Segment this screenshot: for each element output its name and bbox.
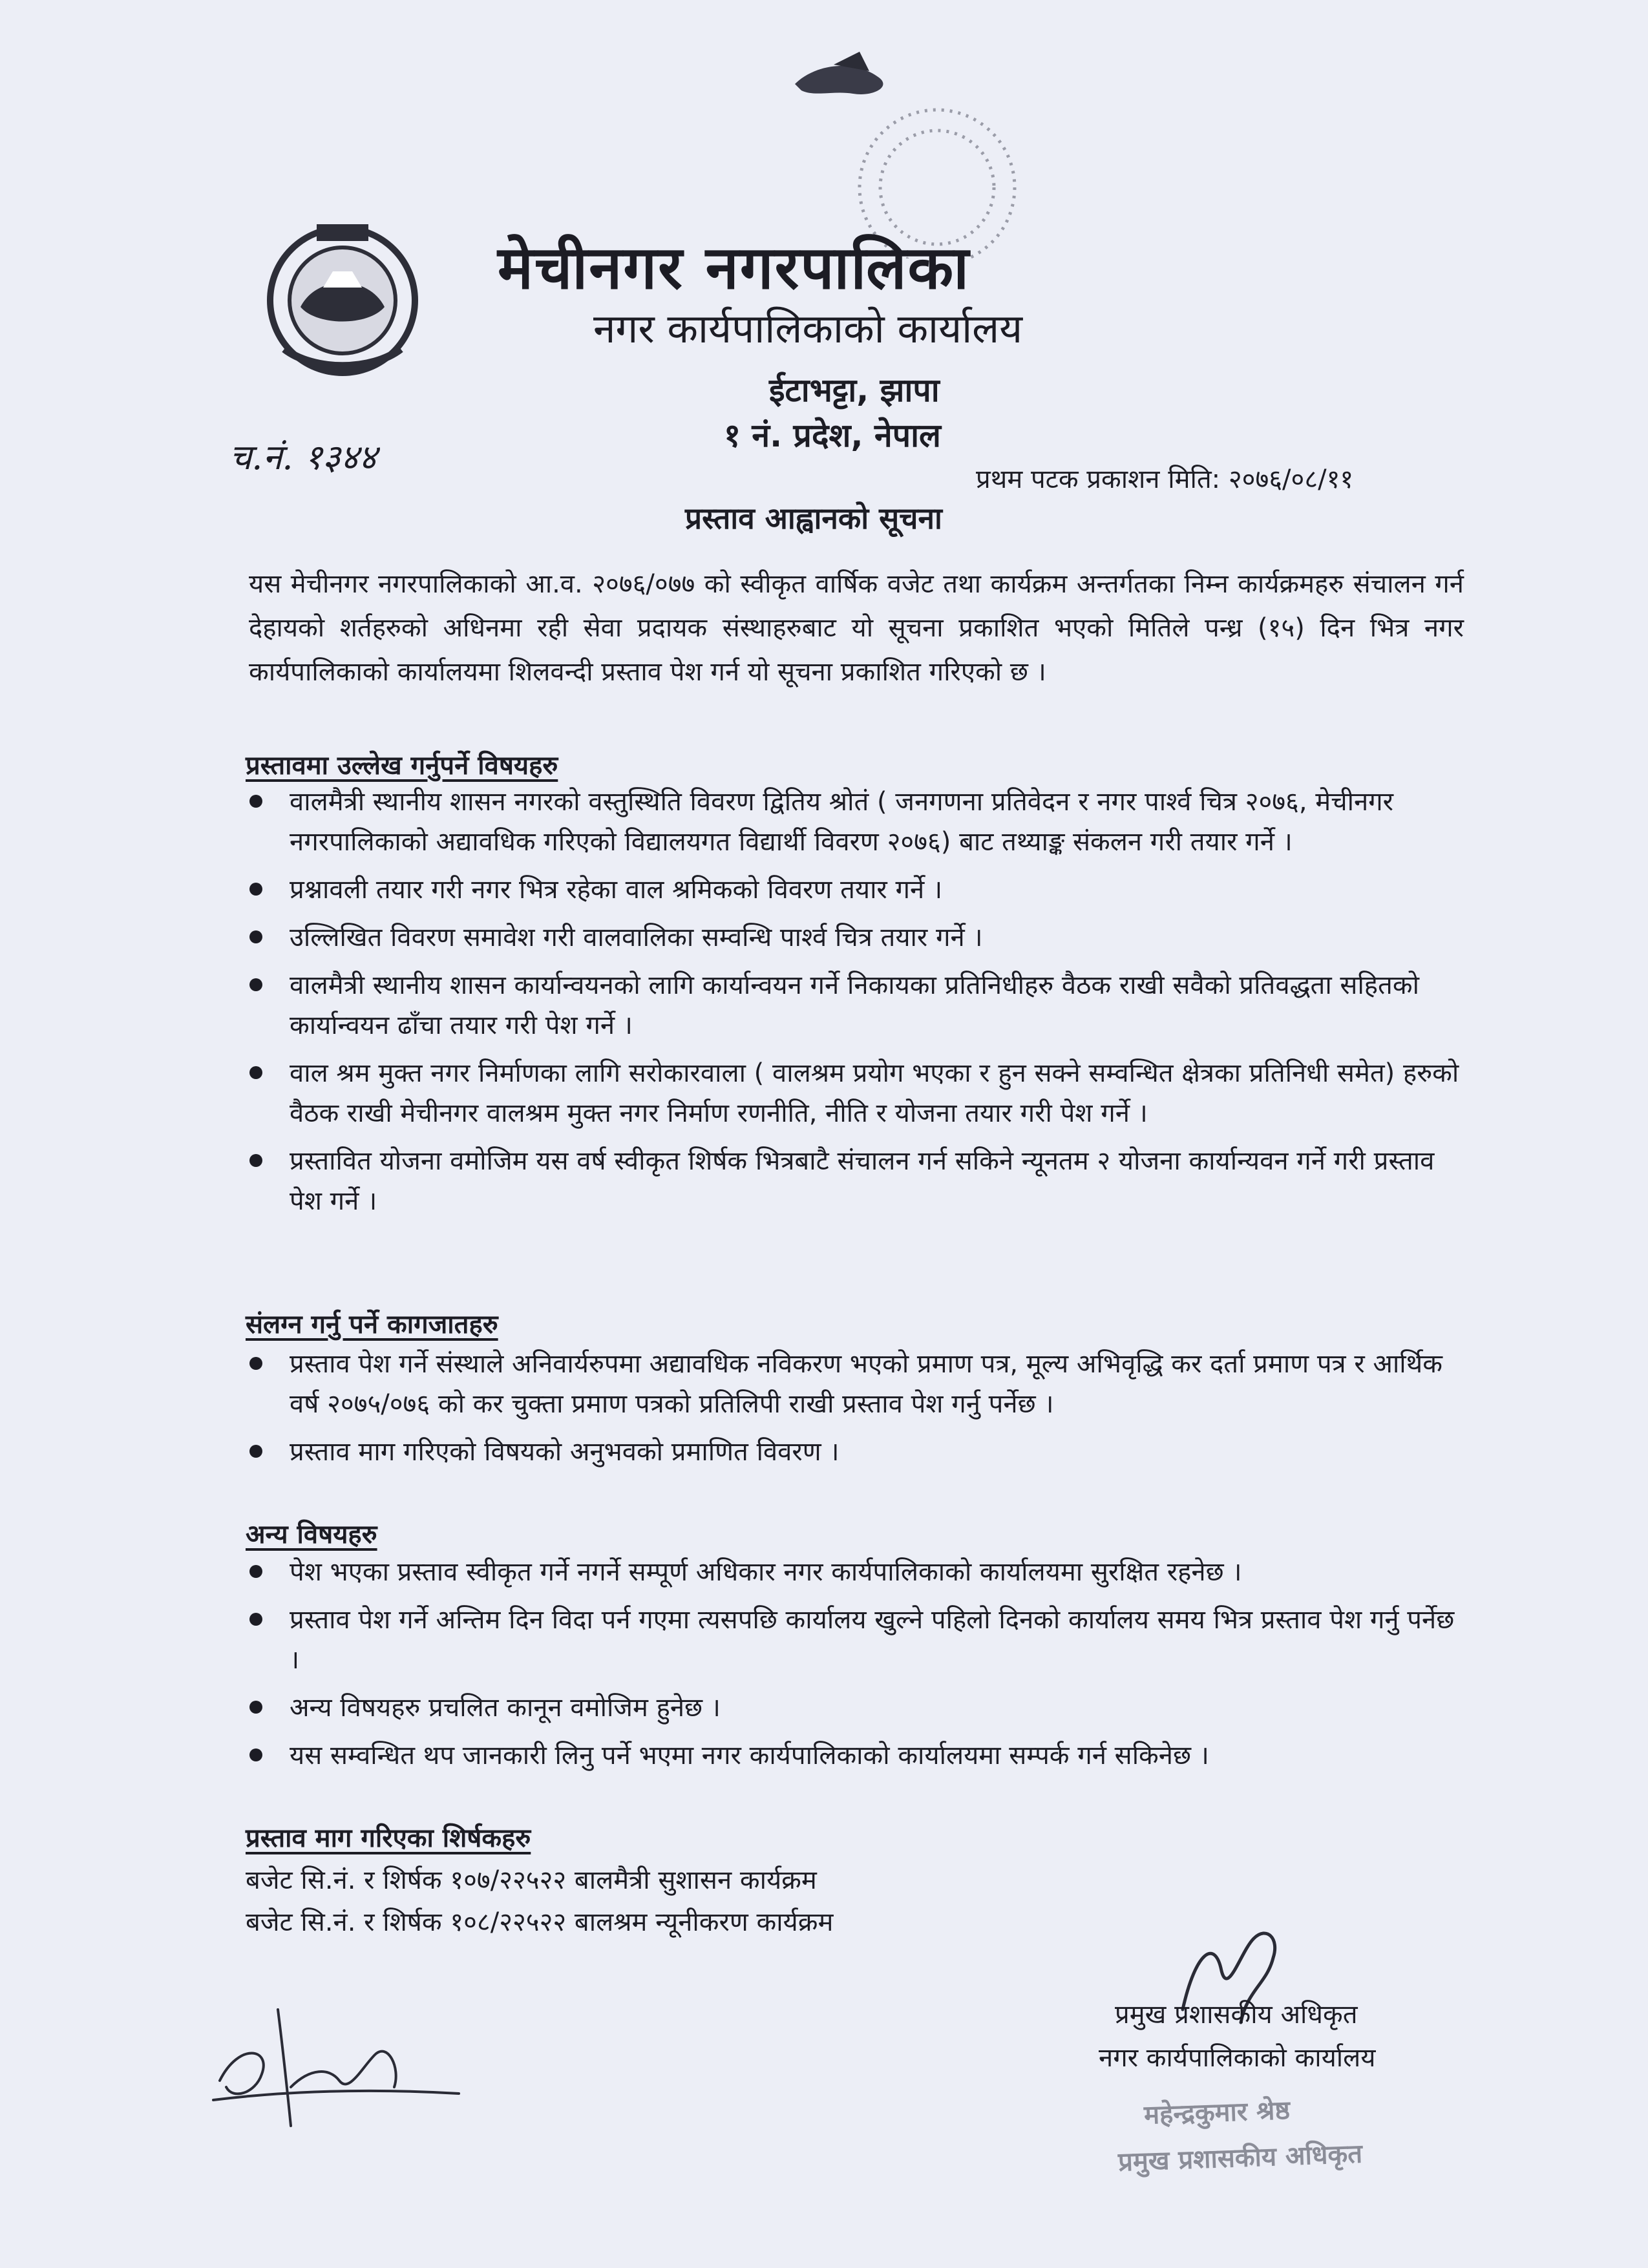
bullet-icon [249, 795, 262, 808]
list-item-text: पेश भएका प्रस्ताव स्वीकृत गर्ने नगर्ने सम्पूर्ण अधिकार नगर कार्यपालिकाको कार्यालयमा सुरक्षित रहनेछ । [290, 1557, 1242, 1587]
bullet-icon [249, 1701, 262, 1714]
list-item [246, 1736, 1461, 1776]
budget-line: बजेट सि.नं. र शिर्षक १०८/२२५२२ बालश्रम न्यूनीकरण कार्यक्रम [246, 1907, 834, 1937]
list-item-text: प्रस्ताव माग गरिएको विषयको अनुभवको प्रमाणित विवरण । [290, 1437, 840, 1467]
proposal-contents-list [246, 782, 1461, 1229]
bullet-icon [249, 1748, 262, 1761]
bullet-icon [249, 1066, 262, 1079]
documents-list [246, 1344, 1461, 1480]
list-item-text: वालमैत्री स्थानीय शासन नगरको वस्तुस्थिति विवरण द्वितिय श्रोतं ( जनगणना प्रतिवेदन र नगर पार्श्व चित्र २०७६, मेचीनगर नगरपालिकाको अद्यावधिक गरिएको विद्यालयगत विद्यार्थी विवरण २०७६) बाट तथ्याङ्क संकलन गरी तयार गर्ने । [290, 787, 1394, 857]
list-item [246, 1552, 1461, 1592]
office-seal-stamp [782, 26, 1066, 258]
section-heading-proposal-contents: प्रस्तावमा उल्लेख गर्नुपर्ने विषयहरु [246, 751, 558, 781]
budget-line: बजेट सि.नं. र शिर्षक १०७/२२५२२ बालमैत्री सुशासन कार्यक्रम [246, 1865, 817, 1895]
bullet-icon [249, 883, 262, 896]
list-item-text: यस सम्वन्धित थप जानकारी लिनु पर्ने भएमा नगर कार्यपालिकाको कार्यालयमा सम्पर्क गर्न सकिनेछ । [290, 1741, 1209, 1770]
signer-office: नगर कार्यपालिकाको कार्यालय [1099, 2043, 1376, 2073]
list-item [246, 918, 1461, 958]
post-stamp: प्रमुख प्रशासकीय अधिकृत [1117, 2139, 1363, 2178]
address-line: ईटाभट्टा, झापा [769, 372, 940, 409]
section-heading-budget-titles: प्रस्ताव माग गरिएका शिर्षकहरु [246, 1823, 531, 1853]
province-line: १ नं. प्रदेश, नेपाल [724, 417, 941, 454]
list-item [246, 1053, 1461, 1133]
publish-date: प्रथम पटक प्रकाशन मिति: २०७६/०८/११ [976, 465, 1354, 494]
list-item-text: प्रस्ताव पेश गर्ने संस्थाले अनिवार्यरुपमा अद्यावधिक नविकरण भएको प्रमाण पत्र, मूल्य अभिवृद्धि कर दर्ता प्रमाण पत्र र आर्थिक वर्ष २०७५/०७६ को कर चुक्ता प्रमाण पत्रको प्रतिलिपी राखी प्रस्ताव पेश गर्नु पर्नेछ । [290, 1349, 1442, 1419]
org-title: मेचीनगर नगरपालिका [498, 233, 971, 302]
list-item [246, 870, 1461, 910]
section-heading-documents: संलग्न गर्नु पर्ने कागजातहरु [246, 1310, 498, 1339]
list-item-text: प्रस्ताव पेश गर्ने अन्तिम दिन विदा पर्न गएमा त्यसपछि कार्यालय खुल्ने पहिलो दिनको कार्यालय समय भित्र प्रस्ताव पेश गर्नु पर्नेछ । [290, 1605, 1455, 1675]
office-title: नगर कार्यपालिकाको कार्यालय [593, 305, 1023, 352]
bullet-icon [249, 1565, 262, 1578]
intro-paragraph: यस मेचीनगर नगरपालिकाको आ.व. २०७६/०७७ को स्वीकृत वार्षिक वजेट तथा कार्यक्रम अन्तर्गतका निम्न कार्यक्रमहरु संचालन गर्न देहायको शर्तहरुको अधिनमा रही सेवा प्रदायक संस्थाहरुबाट यो सूचना प्रकाशित भएको मितिले पन्ध्र (१५) दिन भित्र नगर कार्यपालिकाको कार्यालयमा शिलवन्दी प्रस्ताव पेश गर्न यो सूचना प्रकाशित गरिएको छ । [249, 569, 1464, 687]
bullet-icon [249, 978, 262, 991]
nepal-emblem-logo [255, 210, 430, 378]
bullet-icon [249, 1445, 262, 1458]
signature-mark-left [200, 1990, 472, 2139]
list-item [246, 1432, 1461, 1472]
list-item-text: वालमैत्री स्थानीय शासन कार्यान्वयनको लागि कार्यान्वयन गर्ने निकायका प्रतिनिधीहरु वैठक राखी सवैको प्रतिवद्धता सहितको कार्यान्वयन ढाँचा तयार गरी पेश गर्ने । [290, 971, 1419, 1040]
section-heading-other: अन्य विषयहरु [246, 1520, 377, 1549]
bullet-icon [249, 1613, 262, 1626]
list-item-text: अन्य विषयहरु प्रचलित कानून वमोजिम हुनेछ । [290, 1693, 721, 1723]
list-item [246, 1688, 1461, 1728]
notice-title: प्रस्ताव आह्वानको सूचना [685, 501, 942, 536]
signer-title: प्रमुख प्रशासकीय अधिकृत [1115, 2000, 1358, 2030]
list-item [246, 1600, 1461, 1680]
list-item [246, 965, 1461, 1045]
other-list [246, 1552, 1461, 1783]
bullet-icon [249, 930, 262, 943]
bullet-icon [249, 1154, 262, 1167]
list-item [246, 782, 1461, 862]
list-item [246, 1344, 1461, 1424]
name-stamp: महेन्द्रकुमार श्रेष्ठ [1143, 2095, 1291, 2130]
list-item [246, 1141, 1461, 1221]
bullet-icon [249, 1357, 262, 1370]
list-item-text: वाल श्रम मुक्त नगर निर्माणका लागि सरोकारवाला ( वालश्रम प्रयोग भएका र हुन सक्ने सम्वन्धित क्षेत्रका प्रतिनिधी समेत) हरुको वैठक राखी मेचीनगर वालश्रम मुक्त नगर निर्माण रणनीति, नीति र योजना तयार गरी पेश गर्ने । [290, 1058, 1459, 1128]
ref-number: च.नं. १३४४ [229, 437, 377, 478]
list-item-text: प्रश्नावली तयार गरी नगर भित्र रहेका वाल श्रमिकको विवरण तयार गर्ने । [290, 875, 943, 905]
list-item-text: प्रस्तावित योजना वमोजिम यस वर्ष स्वीकृत शिर्षक भित्रबाटै संचालन गर्न सकिने न्यूनतम २ योजना कार्यान्यवन गर्ने गरी प्रस्ताव पेश गर्ने । [290, 1146, 1435, 1216]
list-item-text: उल्लिखित विवरण समावेश गरी वालवालिका सम्वन्धि पार्श्व चित्र तयार गर्ने । [290, 923, 983, 952]
